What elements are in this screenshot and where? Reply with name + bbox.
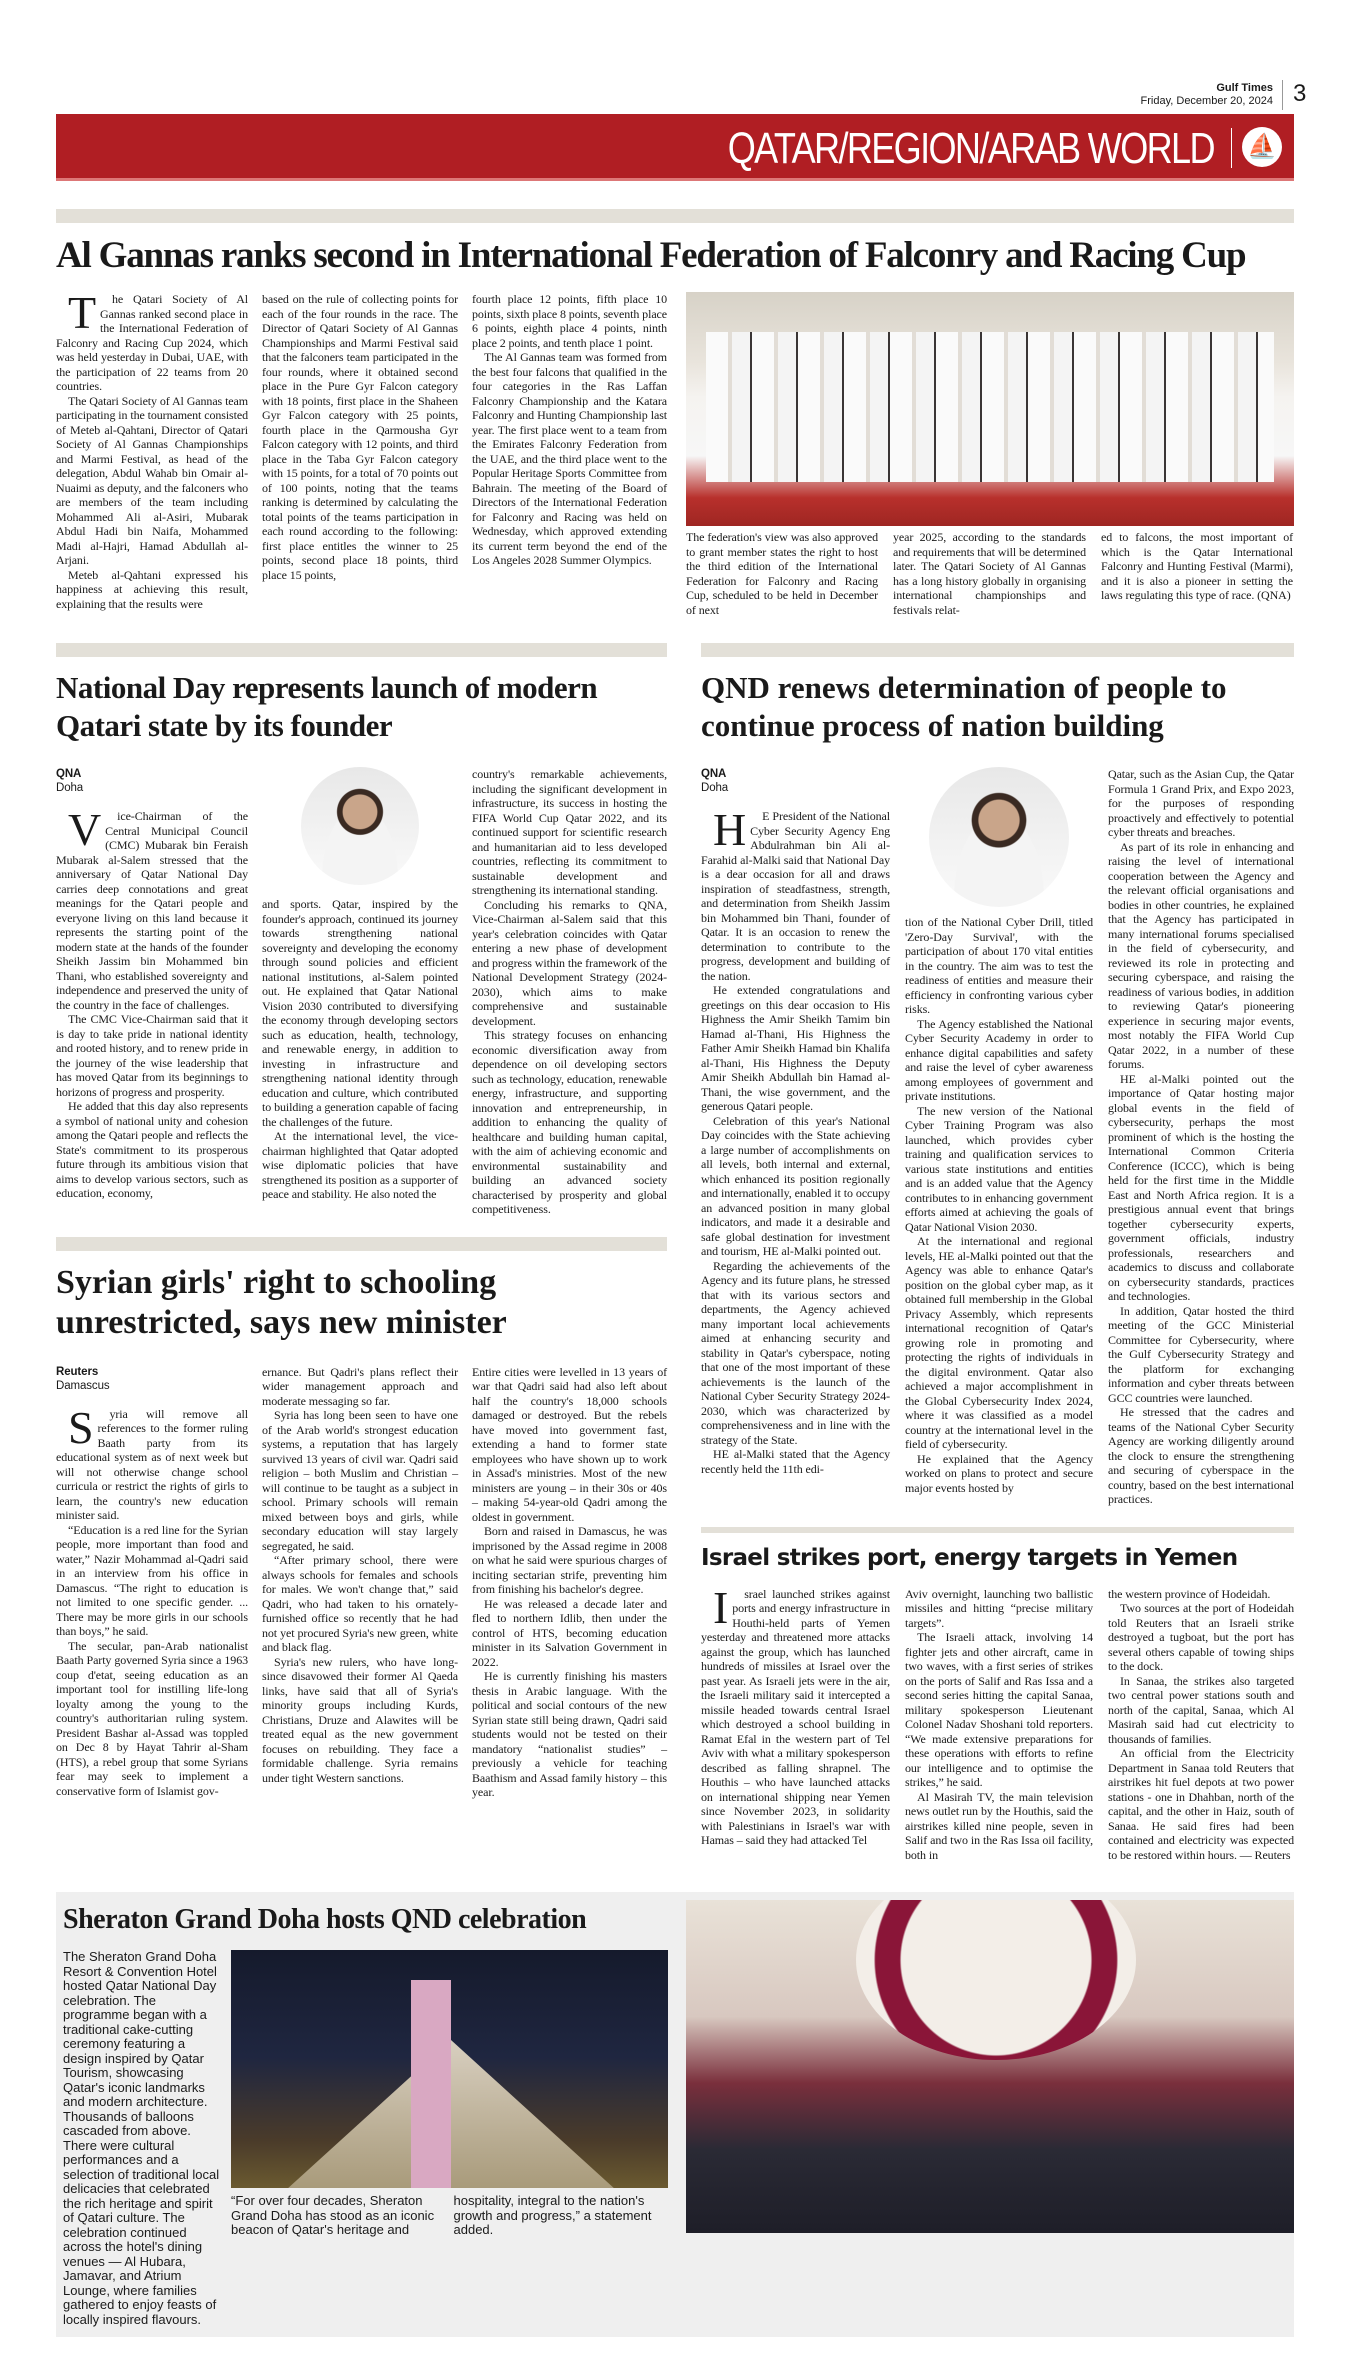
national-day-column	[262, 767, 458, 1202]
sheraton-hotel-photo	[231, 1950, 668, 2188]
sheraton-photo-block	[231, 1950, 668, 2238]
sheraton-body	[63, 1950, 674, 2327]
paragraph: “For over four decades, Sheraton Grand Doha has stood as an iconic beacon of Qatar's heritage and	[231, 2193, 435, 2237]
column-text	[905, 915, 1093, 1495]
column-text	[701, 804, 890, 1476]
paragraph: Syria will remove all references to the former ruling Baath party from its educational system as of next week but will not otherwise change school curricula or restrict the rights of girls to learn, the country's new education minister said.	[56, 1401, 248, 1522]
paragraph: He explained that the Agency worked on plans to protect and secure major events hosted by	[905, 1451, 1093, 1495]
paragraph: He was released a decade later and fled to northern Idlib, then under the control of HTS, becoming education minister in its Salvation Government in 2022.	[472, 1596, 667, 1669]
paragraph: Qatar, such as the Asian Cup, the Qatar Formula 1 Grand Prix, and Expo 2023, for the purposes of responding proactively and effectively to potential cyber threats and breaches.	[1108, 767, 1294, 839]
paragraph: HE al-Malki pointed out the importance of Qatar hosting major global events in the field of cybersecurity, perhaps the most prominent of which is the hosting the International Common Criteria Conference (ICCC), which is being held for the first time in the Middle East and North Africa region. It is a prestigious annual event that brings together cybersecurity experts, government officials, industry professionals, researchers and academics to discuss and collaborate on cybersecurity standards, practices and technologies.	[1108, 1071, 1294, 1303]
decorated-dome	[856, 1900, 1136, 2060]
paragraph: and sports. Qatar, inspired by the founder's approach, continued its journey towards strengthening national sovereignty and developing the economy through sound policies and efficient national institutions, al-Salem pointed out. He explained that Qatar National Vision 2030 contributed to diversifying the economy through developing sectors such as education, health, technology, and renewable energy, in addition to investing in infrastructure and strengthening national identity through education and culture, which contributed to building a generation capable of facing the challenges of the future.	[262, 897, 458, 1129]
falconry-caption-column	[686, 530, 878, 617]
paragraph: An official from the Electricity Department in Sanaa told Reuters that airstrikes hit fuel depots at two power stations - one in Dhahban, north of the capital, and the other in Haiz, south of Sanaa. He said fires had been contained and electricity was expected to be restored within hours. — Reuters	[1108, 1746, 1294, 1862]
israel-body	[701, 1581, 1294, 1863]
al-malki-portrait	[929, 767, 1069, 907]
qnd-body	[701, 767, 1294, 1507]
israel-headline: Israel strikes port, energy targets in Yemen	[701, 1544, 1238, 1571]
byline	[56, 767, 248, 795]
qnd-headline: QND renews determination of people to continue process of nation building	[701, 670, 1227, 743]
divider	[56, 643, 667, 657]
paragraph: Syria's new rulers, who have long-since disavowed their former Al Qaeda links, have said that all of Syria's minority groups including Kurds, Christians, Druze and Alawites will be treated equal as the new government focuses on rebuilding. They face a formidable challenge. Syria remains under tight Western sanctions.	[262, 1654, 458, 1785]
israel-column	[701, 1581, 890, 1848]
paragraph: Born and raised in Damascus, he was imprisoned by the Assad regime in 2008 on what he said were spurious charges of inciting sectarian strife, preventing him from finishing his bachelor's degree.	[472, 1524, 667, 1596]
byline	[56, 1365, 248, 1393]
paragraph: Al Masirah TV, the main television news outlet run by the Houthis, said the airstrikes killed nine people, seven in Salif and two in the Ras Issa oil facility, both in	[905, 1789, 1093, 1862]
paragraph: Israel launched strikes against ports and energy infrastructure in Houthi-held parts of Yemen yesterday and threatened more attacks against the group, which has launched hundreds of missiles at Israel over the past year. As Israeli jets were in the air, the Israeli military said it intercepted a missile headed towards central Israel which destroyed a school building in Ramat Efal in the western part of Tel Aviv with what a military spokesperson described as falling shrapnel. The Houthis – who have launched attacks on international shipping near Yemen since November 2023, in solidarity with Palestinians in Israel's war with Hamas – said they had attacked Tel	[701, 1581, 890, 1847]
issue-date: Friday, December 20, 2024	[1140, 95, 1273, 107]
column-text	[56, 804, 248, 1201]
syria-body	[56, 1365, 667, 1800]
byline-agency: Reuters	[56, 1365, 99, 1378]
middle-section	[56, 643, 1294, 1862]
byline-agency: QNA	[56, 768, 82, 780]
falconry-body	[56, 287, 667, 617]
paragraph: The CMC Vice-Chairman said that it is day to take pride in national identity and rooted history, and to renew pride in the journey of the wise leadership that has moved Qatar from its beginnings to horizons of progress and prosperity.	[56, 1012, 248, 1099]
paragraph: ed to falcons, the most important of which is the Qatar International Falconry and Hunting Festival (Marmi), and it is also a pioneer in setting the laws regulating this type of race. (QNA)	[1101, 530, 1293, 602]
national-day-body	[56, 767, 667, 1217]
paragraph: year 2025, according to the standards and requirements that will be determined later. The Qatari Society of Al Gannas has a long history globally in organising international championships and festivals relat-	[893, 530, 1086, 617]
column-text	[262, 897, 458, 1202]
paragraph: the western province of Hodeidah.	[1108, 1586, 1271, 1601]
paragraph: Celebration of this year's National Day coincides with the State achieving a large number of accomplishments on all levels, both internal and external, which enhanced its position regionally and internationally, enabled it to occupy an advanced position in many global indicators, and made it a desirable and safe global destination for investment and tourism, HE al-Malki pointed out.	[701, 1113, 890, 1258]
paragraph: The Qatari Society of Al Gannas ranked second place in the International Federation of Falconry and Racing Cup 2024, which was held yesterday in Dubai, UAE, with the participation of 22 teams from 20 countries.	[56, 287, 248, 393]
sheraton-left	[63, 1900, 674, 2327]
paragraph: “Education is a red line for the Syrian people, more important than food and water,” Nazir Mohammad al-Qadri said in an interview from his office in Damascus. “The right to education is not limited to one specific gender. ... There may be more girls in our schools than boys,” he said.	[56, 1522, 248, 1638]
national-day-column	[56, 767, 248, 1201]
hotel-tower	[411, 1980, 451, 2188]
paragraph: HE al-Malki stated that the Agency recently held the 11th edi-	[701, 1447, 890, 1476]
right-stack	[701, 643, 1294, 1862]
falconry-column	[56, 287, 248, 611]
paragraph: The new version of the National Cyber Training Program was also launched, which provides cyber training and qualification services to various state institutions and entities and is an added value that the Agency contributes to in enhancing government efforts aimed at achieving the goals of Qatar National Vision 2030.	[905, 1103, 1093, 1234]
page-content	[56, 0, 1294, 2377]
page-number: 3	[1282, 80, 1306, 110]
paragraph: In Sanaa, the strikes also targeted two central power stations south and north of the capital, Sanaa, which Al Masirah said had cut electricity to thousands of families.	[1108, 1673, 1294, 1746]
paragraph: The Sheraton Grand Doha Resort & Convention Hotel hosted Qatar National Day celebration. The programme began with a traditional cake-cutting ceremony featuring a design inspired by Qatar Tourism, showcasing Qatar's iconic landmarks and modern architecture.	[63, 1949, 217, 2109]
dhow-icon: ⛵	[1242, 127, 1282, 167]
sheraton-headline: Sheraton Grand Doha hosts QND celebration	[63, 1904, 587, 1935]
falconry-headline: Al Gannas ranks second in International Federation of Falconry and Racing Cup	[56, 235, 1246, 276]
paragraph: He extended congratulations and greetings on this dear occasion to His Highness the Amir Sheikh Tamim bin Hamad al-Thani, His Highness the Father Amir Sheikh Hamad bin Khalifa al-Thani, His Highness the Deputy Amir Sheikh Abdullah bin Hamad al-Thani, the wise government, and the generous Qatari people.	[701, 983, 890, 1113]
paragraph: Aviv overnight, launching two ballistic missiles and hitting “precise military targets”.	[905, 1586, 1093, 1630]
byline	[701, 767, 890, 795]
divider	[701, 1527, 1294, 1533]
paragraph: The Agency established the National Cyber Security Academy in order to enhance digital capabilities and safety and raise the level of cyber awareness among employees of government and private institutions.	[905, 1016, 1093, 1103]
falconry-column	[472, 292, 667, 568]
paragraph: Concluding his remarks to QNA, Vice-Chairman al-Salem said that this year's celebration coincides with Qatar entering a new phase of development and progress within the framework of the National Development Strategy (2024-2030), which aims to make comprehensive and sustainable development.	[472, 897, 667, 1028]
qnd-column	[701, 767, 890, 1476]
left-stack	[56, 643, 667, 1800]
paragraph: The Israeli attack, involving 14 fighter jets and other aircraft, came in two waves, with a first series of strikes on the ports of Salif and Ras Issa and a second series hitting the capital Sanaa, military spokesperson Lieutenant Colonel Nadav Shoshani told reporters. “We made extensive preparations for these operations with efforts to refine our intelligence and to optimise the strikes,” he said.	[905, 1630, 1093, 1789]
divider	[701, 643, 1294, 657]
falconry-photo-block	[686, 292, 1294, 617]
national-day-column	[472, 767, 667, 1217]
paragraph: He added that this day also represents a symbol of national unity and cohesion among the Qatari people and reflects the State's commitment to its prosperous future through its ambitious vision that aims to develop various sectors, such as education, economy,	[56, 1099, 248, 1200]
paragraph: Entire cities were levelled in 13 years of war that Qadri said had also left about half the country's 18,000 schools damaged or destroyed. But the rebels have moved into government fast, extending a hand to former state employees who have shown up to work in Assad's ministries. Most of the new ministers are young – in their 30s or 40s – making 54-year-old Qadri among the oldest in government.	[472, 1364, 667, 1524]
column-text	[56, 1401, 248, 1799]
paragraph: “After primary school, there were always schools for females and schools for males. We won't change that,” said Qadri, who had taken to his ornately-furnished office so recently that he had not yet procured Syria's new green, white and black flag.	[262, 1553, 458, 1654]
qnd-celebration-group-photo	[686, 1900, 1294, 2233]
sheraton-caption-column	[231, 2194, 446, 2238]
qnd-column	[1108, 767, 1294, 1507]
paragraph: This strategy focuses on enhancing economic diversification away from dependence on oil developing sectors such as technology, education, renewable energy, infrastructure, and supporting innovation and entrepreneurship, in addition to enhancing the quality of healthcare and building human capital, with the aim of achieving economic and environmental sustainability and building an advanced society characterised by prosperity and global competitiveness.	[472, 1028, 667, 1216]
falconry-caption	[686, 530, 1294, 617]
sheraton-caption-column	[454, 2194, 669, 2238]
sheraton-caption	[231, 2194, 668, 2238]
paragraph: fourth place 12 points, fifth place 10 points, sixth place 8 points, seventh place 6 points, eighth place 4 points, ninth place 2 points, and tenth place 1 point.	[472, 292, 667, 350]
publication-name: Gulf Times	[1216, 82, 1273, 94]
falconry-team-photo	[686, 292, 1294, 526]
sheraton-text	[63, 1950, 223, 2327]
al-salem-portrait	[301, 767, 419, 885]
paragraph: hospitality, integral to the nation's growth and progress,” a statement added.	[453, 2193, 652, 2237]
paragraph: As part of its role in enhancing and raising the level of international cooperation between the Agency and the relevant official organisations and bodies in other countries, he explained that the Agency has participated in many international forums specialised in the field of cybersecurity, and reviewed its role in protecting and securing cyberspace, and raising the readiness of various bodies, in addition to reviewing Qatar's pioneering experience in securing major events, most notably the FIFA World Cup Qatar 2022, in a number of these forums.	[1108, 839, 1294, 1071]
paragraph: Regarding the achievements of the Agency and its future plans, he stressed that with its various sectors and departments, the Agency achieved many important local achievements aimed at enhancing security and stability in Qatar's cyberspace, noting that one of the most important of these achievements is the launch of the National Cyber Security Strategy 2024-2030, which was characterized by comprehensiveness and in line with the strategy of the State.	[701, 1258, 890, 1447]
syria-headline: Syrian girls' right to schooling unrestricted, says new minister	[56, 1263, 507, 1341]
group-figures	[706, 332, 1274, 482]
section-title: QATAR/REGION/ARAB WORLD	[727, 124, 1214, 173]
byline-place: Doha	[56, 782, 84, 794]
israel-column	[1108, 1587, 1294, 1863]
israel-column	[905, 1587, 1093, 1863]
paragraph: He stressed that the cadres and teams of the National Cyber Security Agency are working diligently around the clock to ensure the strengthening and securing of cyberspace in the country, based on the best international practices.	[1108, 1405, 1294, 1506]
paragraph: tion of the National Cyber Drill, titled 'Zero-Day Survival', with the participation of about 170 vital entities in the country. The aim was to test the readiness of entities and measure their efficiency in confronting various cyber risks.	[905, 915, 1093, 1016]
paragraph: Vice-Chairman of the Central Municipal Council (CMC) Mubarak bin Feraish Mubarak al-Salem stressed that the anniversary of Qatar National Day carries deep connotations and great meanings for the Qatari people and everyone living on this land because it represents the starting point of the modern state at the hands of the founder Sheikh Jassim bin Mohammed bin Thani, who established sovereignty and independence and preserved the unity of the country in the face of challenges.	[56, 804, 248, 1012]
byline-place: Damascus	[56, 1379, 110, 1392]
paragraph: He is currently finishing his masters thesis in Arabic language. With the political and social contours of the new Syrian state still being drawn, Qadri said students would not be tested on their mandatory “nationalist studies” – previously a vehicle for teaching Baathism and Assad family history – this year.	[472, 1669, 667, 1799]
falconry-column	[262, 292, 458, 582]
falconry-article	[56, 287, 1294, 617]
falconry-caption-column	[1101, 530, 1293, 617]
sheraton-feature-box	[56, 1892, 1294, 2337]
paragraph: Meteb al-Qahtani expressed his happiness at achieving this result, explaining that the results were	[56, 567, 248, 611]
paragraph: At the international level, the vice-chairman highlighted that Qatar adopted wise diplomatic policies that have strengthened its position as a supporter of peace and stability. He also noted the	[262, 1129, 458, 1201]
paragraph: ernance. But Qadri's plans reflect their wider management approach and moderate messaging so far.	[262, 1364, 458, 1408]
paragraph: At the international and regional levels, HE al-Malki pointed out that the Agency was able to enhance Qatar's position on the global cyber map, as it obtained full membership in the Global Privacy Assembly, which represents international recognition of Qatar's growing role in promoting and protecting the rights of individuals in the digital environment. Qatar also achieved a major accomplishment in the Global Cybersecurity Index 2024, where it was classified as a model country at the international level in the field of cybersecurity.	[905, 1234, 1093, 1451]
paragraph: country's remarkable achievements, including the significant development in infrastructure, its success in hosting the FIFA World Cup Qatar 2022, and its continued support for scientific research and humanitarian aid to less developed countries, reflecting its commitment to sustainable development and strengthening its international standing.	[472, 767, 667, 897]
paragraph: The Al Gannas team was formed from the best four falcons that qualified in the four categories in the Ras Laffan Falconry Championship and the Katara Falconry and Hunting Championship last year. The first place went to a team from the Emirates Falconry Federation from the UAE, and the third place went to the Popular Heritage Sports Committee from Bahrain. The meeting of the Board of Directors of the International Federation for Falconry and Racing was held on Wednesday, which approved extending its current term beyond the end of the Los Angeles 2028 Summer Olympics.	[472, 350, 667, 567]
paragraph: The federation's view was also approved to grant member states the right to host the third edition of the International Federation for Falconry and Racing Cup, scheduled to be held in December of next	[686, 530, 878, 617]
syria-column	[472, 1365, 667, 1800]
byline-agency: QNA	[701, 768, 727, 780]
paragraph: Thousands of balloons cascaded from above. There were cultural performances and a selection of traditional local delicacies that celebrated the rich heritage and spirit of Qatari culture. The celebration continued across the hotel's dining venues — Al Hubara, Jamavar, and Atrium Lounge, where families gathered to enjoy feasts of locally inspired flavours.	[63, 2108, 220, 2327]
syria-column	[262, 1365, 458, 1786]
byline-place: Doha	[701, 782, 729, 794]
paragraph: Syria has long been seen to have one of the Arab world's strongest education systems, a reputation that has largely survived 13 years of civil war. Qadri said religion – both Muslim and Christian – will continue to be taught as a subject in school. Primary schools will remain mixed between boys and girls, while secondary education will stay largely segregated, he said.	[262, 1408, 458, 1553]
national-day-headline: National Day represents launch of modern Qatari state by its founder	[56, 670, 598, 743]
falconry-caption-column	[893, 530, 1086, 617]
paragraph: HE President of the National Cyber Security Agency Eng Abdulrahman bin Ali al-Farahid al-Malki said that National Day is a dear occasion for all and draws inspiration of steadfastness, strength, and determination from Sheikh Jassim bin Mohammed bin Thani, founder of Qatar. It is an occasion to renew the determination to contribute to the progress, development and building of the nation.	[701, 804, 890, 983]
qnd-column	[905, 767, 1093, 1495]
paragraph: The secular, pan-Arab nationalist Baath Party governed Syria since a 1963 coup d'etat, seeing education as an important tool for instilling life-long loyalty among the young to the country's authoritarian ruling system. President Bashar al-Assad was toppled on Dec 8 by Hayat Tahrir al-Sham (HTS), a rebel group that some Syrians fear may seek to implement a conservative form of Islamist gov-	[56, 1638, 248, 1798]
syria-column	[56, 1365, 248, 1799]
divider	[56, 1237, 667, 1251]
paragraph: In addition, Qatar hosted the third meeting of the GCC Ministerial Committee for Cybersecurity, where the Gulf Cybersecurity Strategy and the platform for exchanging information and cyber threats between GCC countries were launched.	[1108, 1303, 1294, 1405]
paragraph: The Qatari Society of Al Gannas team participating in the tournament consisted of Meteb al-Qahtani, Director of Qatari Society of Al Gannas Championships and Marmi Festival, as head of the delegation, Abdul Wahab bin Omair al-Nuaimi as deputy, and the falconers who are members of the team including Mohammed Ali al-Asiri, Mubarak Abdul Hadi bin Naifa, Mohammed Madi al-Hajri, Hamad Abdullah al-Arjani.	[56, 393, 248, 567]
paragraph: based on the rule of collecting points for each of the four rounds in the race. The Director of Qatari Society of Al Gannas Championships and Marmi Festival said that the falconers team participated in the four rounds, where it obtained second place in the Pure Gyr Falcon category with 18 points, first place in the Shaheen Gyr Falcon category with 25 points, fourth place in the Qarmousha Gyr Falcon category with 12 points, and third place in the Taba Gyr Falcon category with 15 points, for a total of 70 points out of 100 points, noting that the teams ranking is determined by calculating the total points of the teams participation in each round according to the following: first place entitles the winner to 25 points, second place 18 points, third place 15 points,	[262, 292, 458, 582]
hotel-pyramid	[286, 2040, 616, 2188]
paragraph: Two sources at the port of Hodeidah told Reuters that an Israeli strike destroyed a tugboat, but the port has several others capable of towing ships to the dock.	[1108, 1601, 1294, 1673]
